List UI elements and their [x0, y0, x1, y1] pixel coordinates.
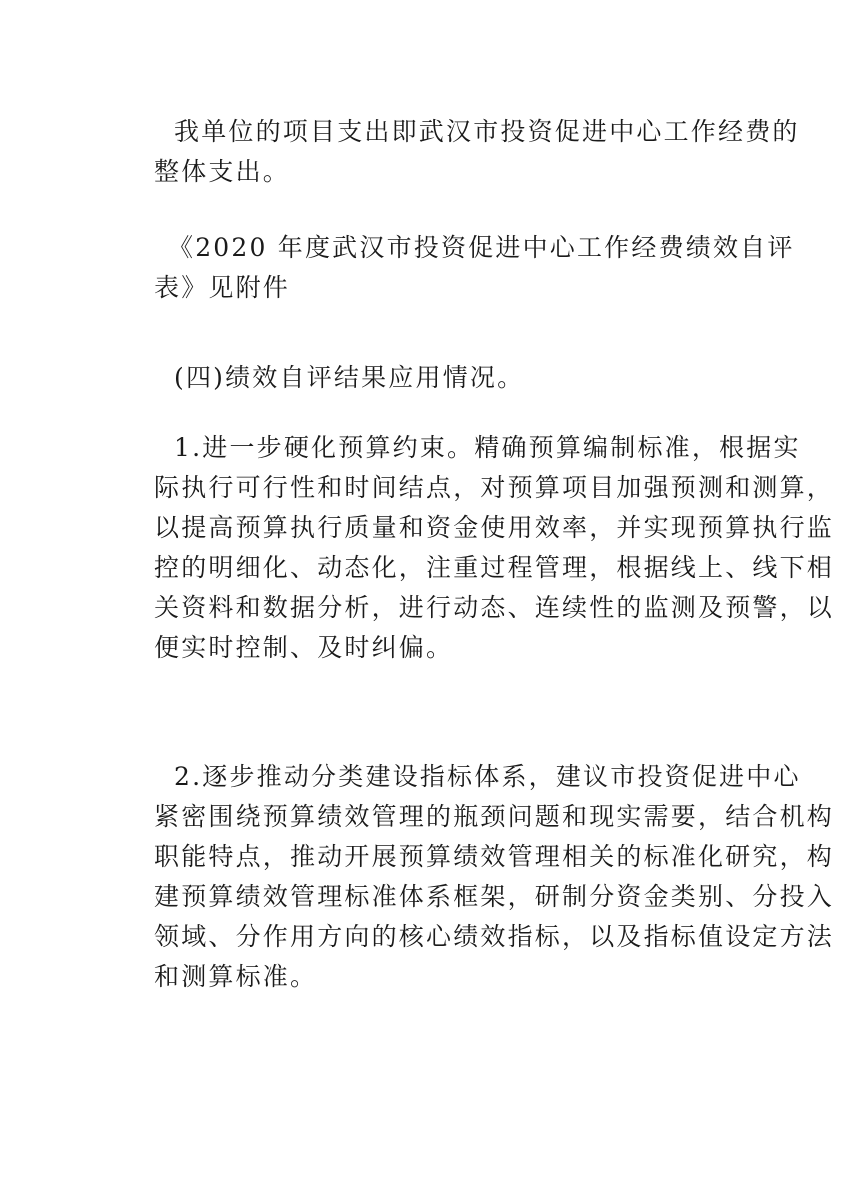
- paragraph-attachment-note: [154, 228, 795, 308]
- text-line: 《2020 年度武汉市投资促进中心工作经费绩效自评: [168, 233, 795, 262]
- text-line: 紧密围绕预算绩效管理的瓶颈问题和现实需要，结合机构: [154, 802, 835, 831]
- text-line: 表》见附件: [154, 273, 291, 302]
- text-line: (四)绩效自评结果应用情况。: [174, 363, 525, 392]
- paragraph-item-1: [154, 428, 835, 668]
- paragraph-item-2: [154, 757, 835, 997]
- text-line: 整体支出。: [154, 157, 291, 186]
- text-line: 职能特点，推动开展预算绩效管理相关的标准化研究，构: [154, 842, 835, 871]
- paragraph-project-expenditure: [154, 112, 800, 192]
- text-line: 领域、分作用方向的核心绩效指标，以及指标值设定方法: [154, 922, 835, 951]
- text-line: 以提高预算执行质量和资金使用效率，并实现预算执行监: [154, 513, 835, 542]
- text-line: 关资料和数据分析，进行动态、连续性的监测及预警，以: [154, 593, 835, 622]
- text-line: 建预算绩效管理标准体系框架，研制分资金类别、分投入: [154, 882, 835, 911]
- text-line: 1.进一步硬化预算约束。精确预算编制标准，根据实: [174, 433, 801, 462]
- text-line: 我单位的项目支出即武汉市投资促进中心工作经费的: [174, 117, 800, 146]
- text-line: 2.逐步推动分类建设指标体系，建议市投资促进中心: [174, 762, 801, 791]
- section-heading-results-application: [154, 358, 714, 398]
- text-line: 际执行可行性和时间结点，对预算项目加强预测和测算，: [154, 473, 835, 502]
- text-line: 和测算标准。: [154, 962, 318, 991]
- text-line: 控的明细化、动态化，注重过程管理，根据线上、线下相: [154, 553, 835, 582]
- text-line: 便实时控制、及时纠偏。: [154, 633, 454, 662]
